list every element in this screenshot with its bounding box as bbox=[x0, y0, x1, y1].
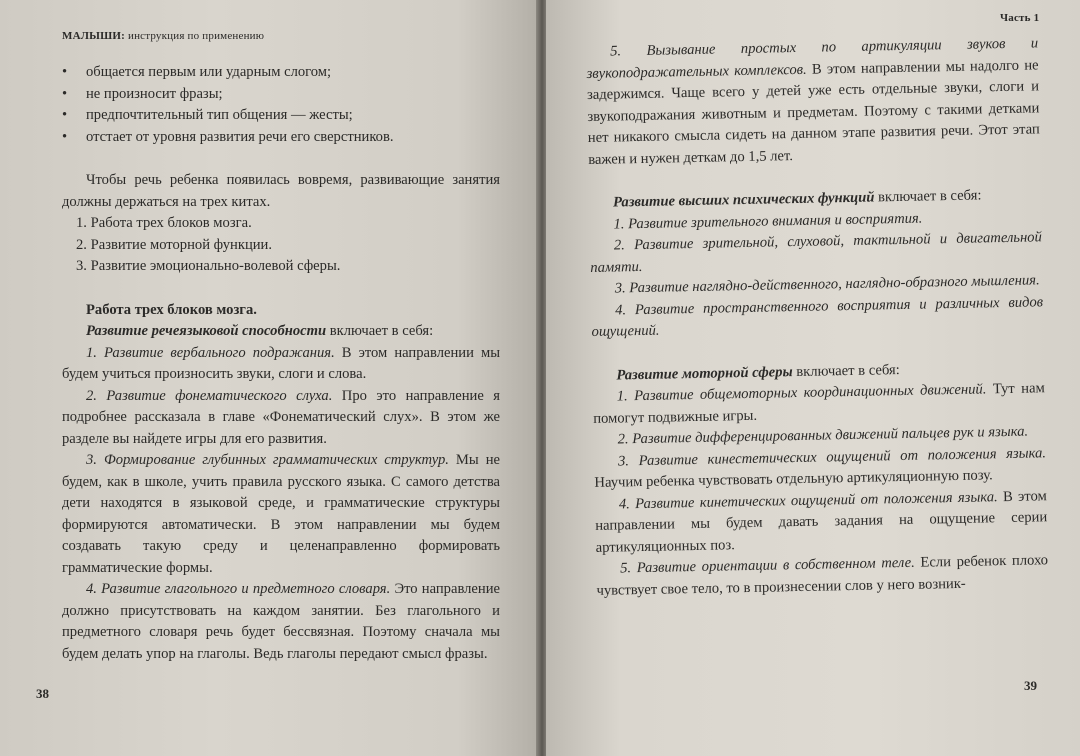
item-text: Развитие зрительной, слуховой, тактильной и двигательной памяти. bbox=[590, 229, 1042, 276]
running-head-left bbox=[62, 30, 264, 42]
right-text-column bbox=[586, 33, 1049, 602]
item-title: Развитие кинетических ощущений от положения языка. bbox=[635, 488, 998, 512]
item-text: Развитие наглядно-действенного, наглядно-образного мышления. bbox=[629, 272, 1040, 297]
item-text: Про это направление я подробнее рассказала в главе «Фонематический слух». В этом же разделе вы найдете игры для его развития. bbox=[62, 387, 500, 447]
left-text-column bbox=[62, 62, 500, 665]
item-text: Научим ребенка чувствовать отдельную артикуляционную позу. bbox=[594, 467, 993, 491]
motor-title: Развитие моторной сферы bbox=[616, 363, 793, 383]
speech-item bbox=[62, 450, 500, 579]
item-number: 3. bbox=[86, 452, 97, 468]
item-number: 4. bbox=[86, 581, 97, 597]
speech-item bbox=[62, 579, 500, 665]
item-number: 4. bbox=[614, 301, 627, 318]
running-head-right: Часть 1 bbox=[1000, 12, 1040, 24]
speech-item bbox=[62, 386, 500, 451]
list-item: • отстает от уровня развития речи его сверстников. bbox=[62, 127, 500, 149]
item-number: 5. bbox=[610, 43, 622, 60]
item-number: 2. bbox=[86, 387, 97, 404]
motor-tail: включает в себя: bbox=[792, 361, 900, 380]
item-number: 3. bbox=[614, 280, 626, 297]
item-text: В этом направлении мы надолго не задержимся. Чаще всего у детей уже есть отдельные звуки, слоги и звукоподражания животным и предметам. Поэтому с такими детками нет никакого смысла сидеть на данном этапе развития речи. Этот этап важен и нужен деткам до 1,5 лет. bbox=[586, 56, 1040, 168]
item-text: Развитие зрительного внимания и восприятия. bbox=[627, 210, 923, 232]
list-item: • общается первым или ударным слогом; bbox=[62, 62, 500, 84]
item-number: 5. bbox=[619, 560, 632, 577]
motor-item bbox=[596, 550, 1049, 602]
page-number-left: 38 bbox=[36, 686, 49, 701]
list-item: 2. Развитие моторной функции. bbox=[76, 236, 273, 253]
item-title: Развитие глагольного и предметного словаря. bbox=[101, 581, 391, 597]
item-number: 4. bbox=[618, 495, 630, 512]
subsection-tail: включает в себя: bbox=[326, 323, 434, 339]
item-text: В этом направлении мы будем давать задания на ощущение серии артикуляционных поз. bbox=[595, 487, 1048, 556]
intro-paragraph: Чтобы речь ребенка появилась вовремя, развивающие занятия должны держаться на трех китах. bbox=[62, 172, 500, 210]
item-text: Мы не будем, как в школе, учить правила русского языка. С самого детства дети находятся в языковой среде, и грамматические структуры формируются автоматически. В этом направлении мы будем создавать такую среду и целенаправленно формировать грамматические формы. bbox=[62, 452, 500, 576]
item-title: Развитие общемоторных координационных движений. bbox=[634, 381, 987, 405]
item-title: Вызывание простых по артикуляции звуков и звукоподражательных комплексов. bbox=[586, 35, 1039, 82]
section-heading: Работа трех блоков мозга. bbox=[86, 301, 257, 318]
list-item: 1. Работа трех блоков мозга. bbox=[76, 215, 252, 231]
list-item: • не произносит фразы; bbox=[62, 84, 500, 106]
hpf-title: Развитие высших психических функций bbox=[612, 189, 875, 211]
subsection-title: Развитие речеязыковой способности bbox=[86, 323, 327, 339]
item-text: Развитие пространственного восприятия и различных видов ощущений. bbox=[591, 293, 1044, 340]
running-head-subtitle: инструкция по применению bbox=[125, 30, 265, 42]
item-number: 2. bbox=[613, 237, 626, 254]
subsection-heading bbox=[62, 321, 500, 343]
list-item: • предпочтительный тип общения — жесты; bbox=[62, 105, 500, 127]
hpf-tail: включает в себя: bbox=[874, 187, 982, 206]
item-number: 3. bbox=[617, 452, 630, 469]
item-text: Если ребенок плохо чувствует свое тело, то в произнесении слов у него возник- bbox=[596, 552, 1049, 599]
symptom-list bbox=[62, 62, 500, 148]
item-number: 1. bbox=[613, 215, 625, 233]
item-number: 1. bbox=[616, 388, 628, 405]
item-title: Развитие ориентации в собственном теле. bbox=[636, 554, 915, 577]
item-text: Это направление должно присутствовать на каждом занятии. Без глагольного и предметного словаря речь будет бессвязная. Поэтому сначала мы будем делать упор на глаголы. Ведь глаголы передают смысл фразы. bbox=[62, 581, 500, 662]
speech-item bbox=[62, 343, 500, 386]
speech-item bbox=[586, 33, 1040, 171]
item-number: 1. bbox=[86, 344, 97, 361]
motor-item bbox=[595, 486, 1048, 559]
page-number-right: 39 bbox=[1024, 678, 1037, 693]
three-whales-list bbox=[62, 213, 500, 278]
right-page bbox=[546, 0, 1080, 756]
list-item: 3. Развитие эмоционально-волевой сферы. bbox=[76, 258, 341, 274]
left-page bbox=[0, 0, 538, 756]
item-title: Формирование глубинных грамматических структур. bbox=[103, 452, 449, 468]
item-title: Развитие фонематического слуха. bbox=[106, 387, 333, 404]
item-title: Развитие дифференцированных движений пальцев рук и языка. bbox=[632, 423, 1029, 448]
running-head-title: МАЛЫШИ: bbox=[62, 30, 126, 42]
item-title: Развитие вербального подражания. bbox=[104, 344, 335, 361]
item-title: Развитие кинестетических ощущений от положения языка. bbox=[638, 444, 1047, 469]
item-text: Тут нам помогут подвижные игры. bbox=[593, 380, 1045, 427]
item-text: В этом направлении мы будем учиться произносить звуки, слоги и слова. bbox=[62, 344, 500, 382]
item-number: 2. bbox=[617, 431, 629, 448]
